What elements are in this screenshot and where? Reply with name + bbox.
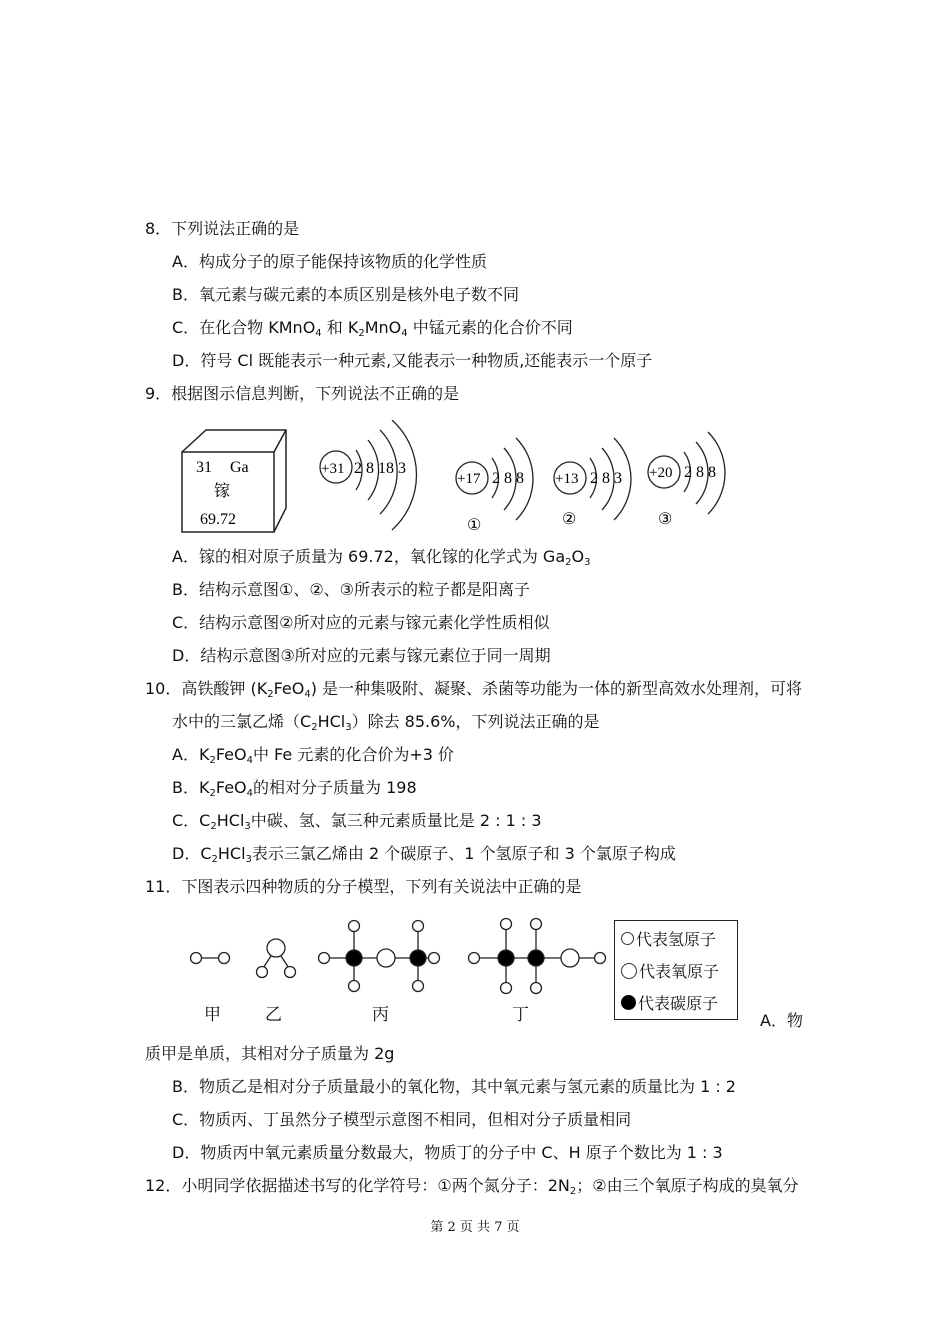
label-ding: 丁 — [512, 1005, 529, 1025]
q9-figure — [170, 420, 750, 540]
q9-option-a: A．镓的相对原子质量为 69.72，氧化镓的化学式为 $Ga_2O_3$ — [172, 547, 591, 568]
q8-option-a: A．构成分子的原子能保持该物质的化学性质 — [172, 252, 487, 271]
q12-stem: 12．小明同学依据描述书写的化学符号：①两个氮分子：$2N_2$；②由三个氧原子构成的臭氧分 — [145, 1176, 799, 1197]
q9-option-d: D．结构示意图③所对应的元素与镓元素位于同一周期 — [172, 646, 551, 665]
legend-hydrogen: 代表氢原子 — [621, 927, 716, 950]
s3-nucleus: +20 — [649, 465, 673, 481]
label-yi: 乙 — [265, 1005, 282, 1025]
molecule-yi — [257, 939, 296, 978]
s3-shells: 2 8 8 — [684, 464, 716, 481]
s3-label: ③ — [658, 511, 673, 528]
q9-stem: 9．根据图示信息判断，下列说法不正确的是 — [145, 384, 460, 403]
page-footer: 第 2 页 共 7 页 — [430, 1220, 520, 1235]
q11-option-d: D．物质丙中氧元素质量分数最大，物质丁的分子中 C、H 原子个数比为 1 : 3 — [172, 1143, 723, 1162]
s2-nucleus: +13 — [555, 471, 579, 487]
q11-option-a-start: A．物 — [760, 1011, 803, 1030]
label-bing: 丙 — [372, 1005, 389, 1025]
molecule-bing — [319, 921, 440, 992]
element-number: 31 — [196, 459, 212, 476]
atom-legend — [614, 920, 738, 1020]
q10-stem-line1: 10．高铁酸钾 $(K_2FeO_4)$ 是一种集吸附、凝聚、杀菌等功能为一体的新型高效水处理剂，可将 — [145, 679, 803, 700]
ga-nucleus: +31 — [321, 461, 345, 477]
s1-shells: 2 8 8 — [492, 470, 524, 487]
molecule-ding — [469, 919, 606, 994]
legend-oxygen: 代表氧原子 — [621, 959, 719, 982]
molecule-jia — [191, 953, 230, 964]
q11-option-b: B．物质乙是相对分子质量最小的氧化物，其中氧元素与氢元素的质量比为 1 : 2 — [172, 1077, 736, 1096]
q11-option-c: C．物质丙、丁虽然分子模型示意图不相同，但相对分子质量相同 — [172, 1110, 632, 1129]
q8-option-c: C．在化合物 KMnO$_4$ 和 $K_2MnO_4$ 中锰元素的化合价不同 — [172, 318, 573, 339]
s2-label: ② — [562, 511, 577, 528]
q8-option-b: B．氧元素与碳元素的本质区别是核外电子数不同 — [172, 285, 519, 304]
element-symbol: Ga — [230, 459, 249, 476]
element-mass: 69.72 — [200, 511, 236, 528]
q8-option-d: D．符号 Cl 既能表示一种元素,又能表示一种物质,还能表示一个原子 — [172, 351, 653, 370]
hydrogen-atom-icon — [621, 932, 634, 945]
q10-option-c: C．$C_2HCl_3$中碳、氢、氯三种元素质量比是 2 : 1 : 3 — [172, 811, 542, 832]
q10-stem-line2: 水中的三氯乙烯$(C_2HCl_3)$除去 85.6%，下列说法正确的是 — [172, 712, 600, 733]
ga-shells: 2 8 18 3 — [354, 460, 406, 477]
s1-nucleus: +17 — [457, 471, 481, 487]
q9-option-b: B．结构示意图①、②、③所表示的粒子都是阳离子 — [172, 580, 531, 599]
q10-option-b: B．$K_2FeO_4$的相对分子质量为 198 — [172, 778, 417, 799]
legend-carbon: 代表碳原子 — [621, 991, 718, 1014]
q9-option-c: C．结构示意图②所对应的元素与镓元素化学性质相似 — [172, 613, 550, 632]
element-name: 镓 — [214, 483, 231, 500]
carbon-atom-icon — [621, 995, 636, 1010]
s2-shells: 2 8 3 — [590, 470, 622, 487]
oxygen-atom-icon — [621, 963, 637, 979]
s1-label: ① — [467, 517, 482, 534]
q11-option-a-end: 质甲是单质，其相对分子质量为 2g — [145, 1044, 395, 1063]
q11-molecule-models — [180, 910, 610, 1000]
q8-stem: 8．下列说法正确的是 — [145, 219, 300, 238]
q11-stem: 11．下图表示四种物质的分子模型，下列有关说法中正确的是 — [145, 877, 582, 896]
label-jia: 甲 — [204, 1005, 221, 1025]
q10-option-a: A．$K_2FeO_4$中 Fe 元素的化合价为+3 价 — [172, 745, 454, 766]
q10-option-d: D．$C_2HCl_3$表示三氯乙烯由 2 个碳原子、1 个氢原子和 3 个氯原子构成 — [172, 844, 676, 865]
